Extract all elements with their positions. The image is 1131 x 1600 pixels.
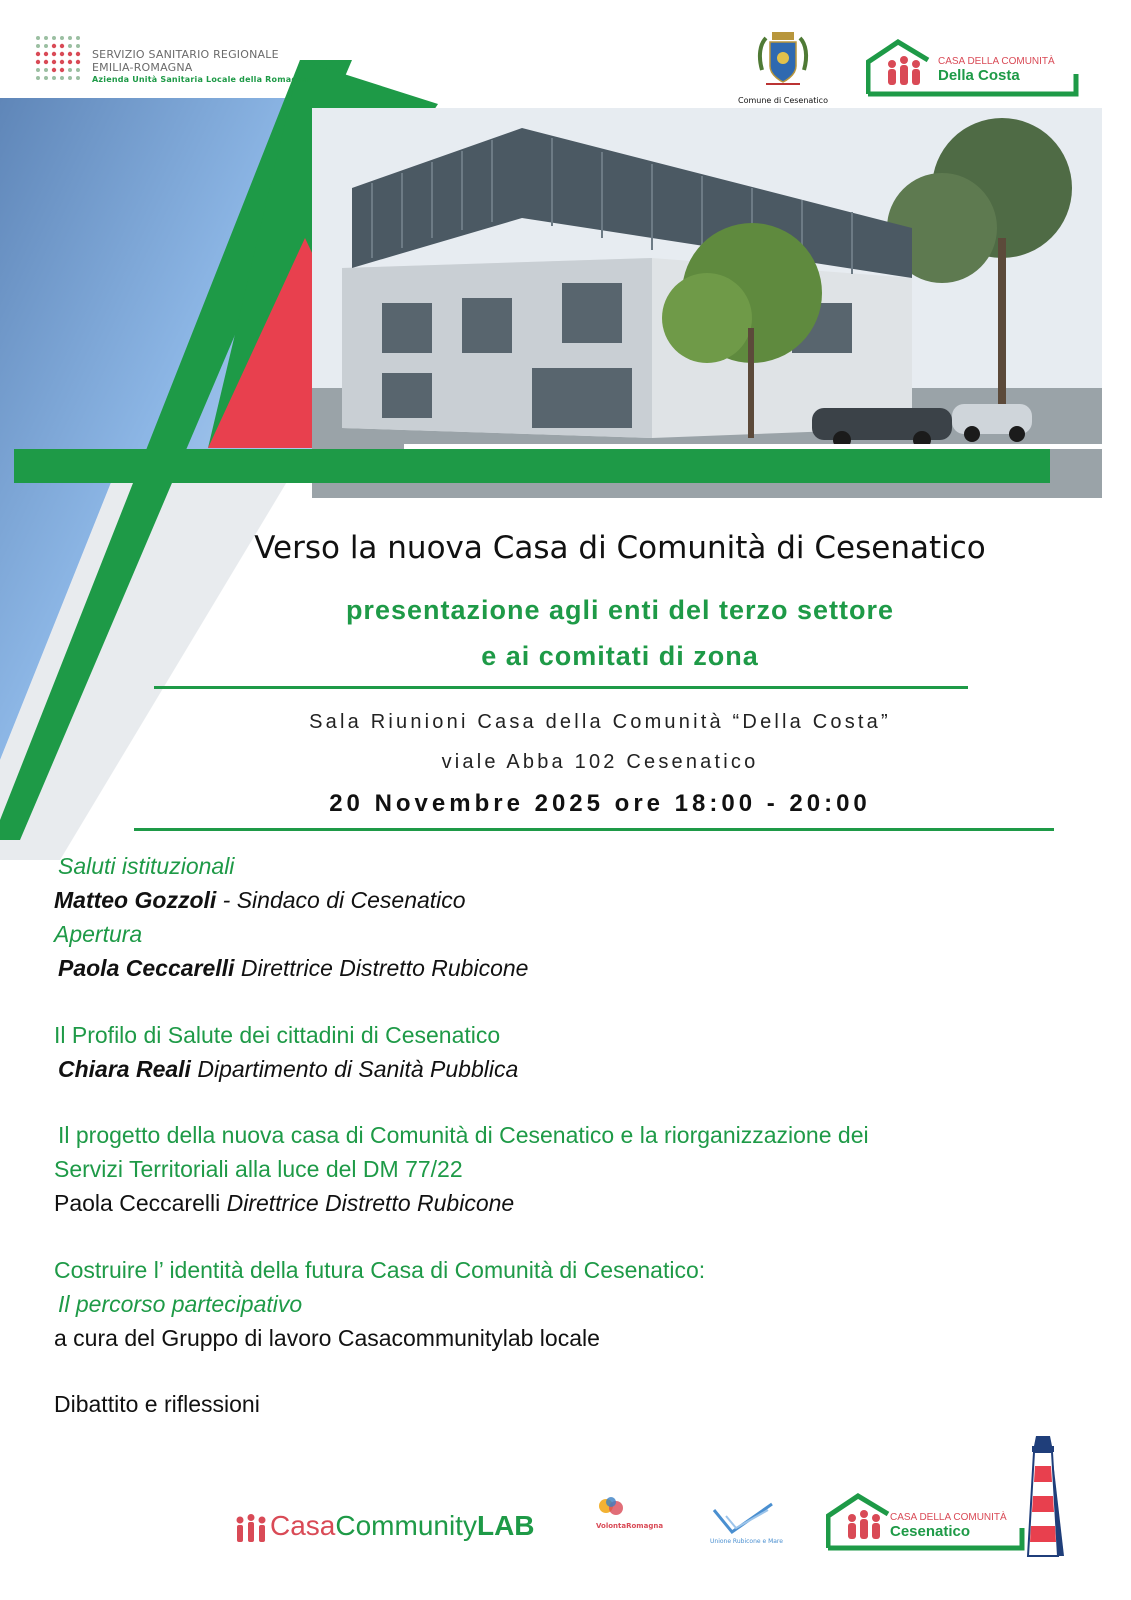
building-photo: [312, 108, 1102, 498]
apertura-name: Paola Ceccarelli: [58, 955, 235, 981]
progetto-role: Direttrice Distretto Rubicone: [220, 1190, 515, 1216]
casacommunitylab-logo: [234, 1510, 535, 1554]
venue-line1: Sala Riunioni Casa della Comunità “Della Costa”: [309, 711, 891, 733]
volontaromagna-logo: [596, 1496, 686, 1552]
profilo-role: Dipartimento di Sanità Pubblica: [190, 1056, 519, 1082]
cdc-bottom-small: CASA DELLA COMUNITÀ: [890, 1512, 1007, 1523]
apertura-heading: Apertura: [54, 921, 143, 947]
hands-icon: [596, 1496, 626, 1520]
profilo-heading: Il Profilo di Salute dei cittadini di Cesenatico: [54, 1022, 501, 1048]
lighthouse-icon: [1018, 1426, 1088, 1561]
check-wave-icon: [710, 1498, 776, 1536]
identita-heading: Costruire l’ identità della futura Casa di Comunità di Cesenatico:: [54, 1257, 706, 1283]
cdc-cesenatico-logo: [826, 1492, 1032, 1552]
profilo-speaker: [58, 1056, 518, 1083]
venue-line2: viale Abba 102 Cesenatico: [441, 751, 759, 773]
progetto-speaker: [54, 1190, 514, 1217]
identita-desc: a cura del Gruppo di lavoro Casacommunitylab locale: [54, 1325, 600, 1351]
comune-label: Comune di Cesenatico: [738, 96, 828, 105]
urv-name: Unione Rubicone e Mare: [710, 1538, 783, 1545]
dibattito: Dibattito e riflessioni: [54, 1391, 260, 1417]
event-subtitle-line1: presentazione agli enti del terzo settore: [345, 595, 895, 625]
vol-name: VolontaRomagna: [596, 1522, 664, 1530]
ssr-line2: EMILIA-ROMAGNA: [92, 61, 193, 74]
coat-of-arms-icon: [756, 30, 810, 94]
ssr-line1: SERVIZIO SANITARIO REGIONALE: [92, 48, 279, 61]
progetto-heading-line1: Il progetto della nuova casa di Comunità di Cesenatico e la riorganizzazione dei: [58, 1122, 869, 1148]
dot-grid-icon: [34, 34, 86, 86]
event-subtitle-line2: e ai comitati di zona: [481, 641, 759, 671]
ccl-community: Community: [335, 1510, 477, 1541]
divider-bottom: [134, 828, 1054, 831]
divider-top: [154, 686, 968, 689]
saluti-name: Matteo Gozzoli: [54, 887, 217, 913]
unione-rubicone-logo: [710, 1498, 783, 1550]
progetto-heading-line2: Servizi Territoriali alla luce del DM 77/22: [54, 1156, 463, 1182]
white-stripe: [404, 444, 1104, 449]
saluti-speaker: [54, 887, 466, 914]
ssr-line3: Azienda Unità Sanitaria Locale della Romagna: [92, 75, 309, 84]
saluti-role: - Sindaco di Cesenatico: [216, 887, 466, 913]
green-band: [14, 449, 1050, 483]
ccl-casa: Casa: [270, 1510, 336, 1541]
event-date-time: 20 Novembre 2025 ore 18:00 - 20:00: [329, 790, 871, 817]
saluti-heading: Saluti istituzionali: [58, 853, 235, 879]
cdc-della-costa-logo: [866, 38, 1102, 98]
apertura-speaker: [58, 955, 528, 982]
cdc-bottom-name: Cesenatico: [890, 1523, 971, 1540]
profilo-name: Chiara Reali: [58, 1056, 191, 1082]
people-icon: [234, 1514, 268, 1544]
cdc-top-small: CASA DELLA COMUNITÀ: [938, 56, 1055, 67]
event-title: Verso la nuova Casa di Comunità di Cesenatico: [254, 530, 986, 566]
ccl-lab: LAB: [476, 1510, 535, 1541]
progetto-name: Paola Ceccarelli: [54, 1190, 221, 1216]
ssr-logo: [34, 34, 309, 90]
comune-logo: [738, 30, 828, 108]
apertura-role: Direttrice Distretto Rubicone: [234, 955, 529, 981]
identita-sub: Il percorso partecipativo: [58, 1291, 303, 1317]
cdc-top-name: Della Costa: [938, 67, 1020, 84]
